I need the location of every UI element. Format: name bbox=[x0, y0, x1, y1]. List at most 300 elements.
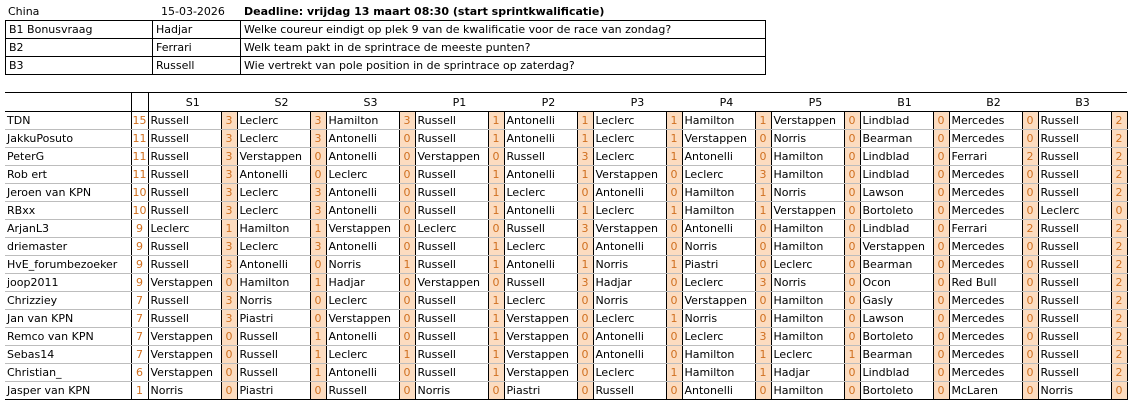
pick-score: 1 bbox=[488, 238, 504, 256]
pick-cell: Leclerc bbox=[593, 148, 666, 166]
column-header-p2: P2 bbox=[504, 93, 593, 112]
pick-cell: Verstappen bbox=[237, 148, 310, 166]
pick-cell: Norris bbox=[771, 130, 844, 148]
pick-cell: Leclerc bbox=[771, 256, 844, 274]
pick-cell: Antonelli bbox=[504, 256, 577, 274]
pick-cell: Antonelli bbox=[504, 202, 577, 220]
pick-score: 0 bbox=[1022, 310, 1038, 328]
pick-score: 2 bbox=[1111, 184, 1127, 202]
pick-score: 0 bbox=[399, 220, 415, 238]
pick-cell: Russell bbox=[1038, 292, 1111, 310]
pick-score: 1 bbox=[666, 148, 682, 166]
pick-cell: Hamilton bbox=[237, 220, 310, 238]
pick-score: 3 bbox=[221, 238, 237, 256]
pick-cell: Piastri bbox=[237, 310, 310, 328]
column-header-s3: S3 bbox=[326, 93, 415, 112]
pick-score: 0 bbox=[1022, 382, 1038, 400]
column-header-b2: B2 bbox=[949, 93, 1038, 112]
pick-cell: Lindblad bbox=[860, 220, 933, 238]
participant-name: Sebas14 bbox=[5, 346, 131, 364]
pick-cell: Mercedes bbox=[949, 328, 1022, 346]
participant-name: driemaster bbox=[5, 238, 131, 256]
pick-score: 0 bbox=[221, 274, 237, 292]
pick-cell: Antonelli bbox=[593, 238, 666, 256]
pick-cell: Russell bbox=[415, 346, 488, 364]
pick-cell: Bortoleto bbox=[860, 328, 933, 346]
pick-cell: Antonelli bbox=[326, 130, 399, 148]
pick-score: 0 bbox=[933, 112, 949, 130]
pick-cell: Russell bbox=[237, 328, 310, 346]
pick-score: 3 bbox=[399, 112, 415, 130]
pick-score: 0 bbox=[577, 310, 593, 328]
pick-score: 0 bbox=[933, 202, 949, 220]
pick-score: 0 bbox=[1022, 184, 1038, 202]
pick-score: 0 bbox=[755, 256, 771, 274]
pick-score: 2 bbox=[1111, 310, 1127, 328]
table-row bbox=[5, 220, 1127, 238]
name-column-header bbox=[5, 93, 131, 112]
pick-score: 1 bbox=[666, 202, 682, 220]
pick-cell: Hamilton bbox=[682, 202, 755, 220]
table-row bbox=[5, 148, 1127, 166]
pick-cell: Leclerc bbox=[237, 112, 310, 130]
pick-cell: Russell bbox=[148, 184, 221, 202]
pick-cell: Leclerc bbox=[504, 238, 577, 256]
pick-cell: Ferrari bbox=[949, 220, 1022, 238]
participant-name: joop2011 bbox=[5, 274, 131, 292]
pick-cell: Russell bbox=[1038, 256, 1111, 274]
total-score: 1 bbox=[131, 382, 148, 400]
pick-score: 1 bbox=[666, 256, 682, 274]
pick-score: 0 bbox=[844, 130, 860, 148]
pick-score: 3 bbox=[577, 220, 593, 238]
pick-cell: Antonelli bbox=[326, 328, 399, 346]
pick-cell: Norris bbox=[593, 256, 666, 274]
pick-cell: Norris bbox=[326, 256, 399, 274]
pick-cell: Leclerc bbox=[1038, 202, 1111, 220]
pick-score: 1 bbox=[399, 256, 415, 274]
pick-cell: Leclerc bbox=[237, 202, 310, 220]
pick-cell: Leclerc bbox=[593, 202, 666, 220]
pick-cell: Hamilton bbox=[682, 184, 755, 202]
pick-score: 0 bbox=[844, 202, 860, 220]
pick-score: 1 bbox=[844, 346, 860, 364]
pick-score: 0 bbox=[755, 130, 771, 148]
total-score: 7 bbox=[131, 328, 148, 346]
pick-score: 0 bbox=[666, 274, 682, 292]
pick-cell: Russell bbox=[415, 292, 488, 310]
pick-score: 1 bbox=[221, 220, 237, 238]
total-score: 7 bbox=[131, 346, 148, 364]
pick-score: 0 bbox=[933, 130, 949, 148]
pick-score: 0 bbox=[488, 382, 504, 400]
total-column-header bbox=[131, 93, 148, 112]
pick-score: 0 bbox=[844, 292, 860, 310]
pick-score: 0 bbox=[755, 310, 771, 328]
pick-score: 0 bbox=[755, 382, 771, 400]
pick-score: 0 bbox=[310, 256, 326, 274]
pick-score: 0 bbox=[399, 274, 415, 292]
pick-cell: Leclerc bbox=[237, 184, 310, 202]
pick-cell: Lindblad bbox=[860, 112, 933, 130]
pick-score: 3 bbox=[221, 148, 237, 166]
pick-score: 0 bbox=[221, 328, 237, 346]
pick-cell: Russell bbox=[415, 202, 488, 220]
pick-score: 2 bbox=[1111, 292, 1127, 310]
bonus-code: B1 Bonusvraag bbox=[6, 21, 153, 39]
pick-score: 0 bbox=[666, 184, 682, 202]
pick-score: 0 bbox=[844, 148, 860, 166]
pick-score: 2 bbox=[1111, 220, 1127, 238]
pick-score: 3 bbox=[221, 256, 237, 274]
pick-cell: Norris bbox=[237, 292, 310, 310]
pick-cell: Verstappen bbox=[682, 292, 755, 310]
pick-score: 0 bbox=[666, 166, 682, 184]
table-row bbox=[5, 274, 1127, 292]
total-score: 9 bbox=[131, 238, 148, 256]
pick-cell: Antonelli bbox=[237, 256, 310, 274]
pick-cell: Mercedes bbox=[949, 346, 1022, 364]
pick-cell: Norris bbox=[771, 274, 844, 292]
pick-score: 3 bbox=[755, 328, 771, 346]
participant-name: Chrizziey bbox=[5, 292, 131, 310]
pick-cell: Hamilton bbox=[771, 238, 844, 256]
pick-cell: McLaren bbox=[949, 382, 1022, 400]
pick-cell: Verstappen bbox=[504, 364, 577, 382]
pick-cell: Antonelli bbox=[682, 148, 755, 166]
pick-cell: Russell bbox=[415, 328, 488, 346]
pick-score: 2 bbox=[1111, 238, 1127, 256]
pick-score: 0 bbox=[933, 274, 949, 292]
pick-cell: Hamilton bbox=[682, 112, 755, 130]
pick-cell: Russell bbox=[415, 256, 488, 274]
pick-cell: Leclerc bbox=[682, 166, 755, 184]
pick-cell: Antonelli bbox=[593, 328, 666, 346]
pick-score: 0 bbox=[310, 382, 326, 400]
pick-score: 1 bbox=[488, 346, 504, 364]
pick-score: 0 bbox=[844, 184, 860, 202]
pick-cell: Mercedes bbox=[949, 184, 1022, 202]
pick-cell: Verstappen bbox=[504, 310, 577, 328]
pick-cell: Hamilton bbox=[771, 382, 844, 400]
pick-cell: Antonelli bbox=[682, 382, 755, 400]
pick-score: 1 bbox=[488, 292, 504, 310]
pick-score: 2 bbox=[1022, 148, 1038, 166]
pick-cell: Antonelli bbox=[593, 346, 666, 364]
pick-score: 0 bbox=[399, 382, 415, 400]
column-header-p5: P5 bbox=[771, 93, 860, 112]
pick-score: 0 bbox=[1022, 130, 1038, 148]
pick-cell: Lawson bbox=[860, 184, 933, 202]
pick-score: 0 bbox=[933, 364, 949, 382]
bonus-player: Russell bbox=[153, 57, 241, 75]
pick-cell: Verstappen bbox=[326, 220, 399, 238]
pick-score: 0 bbox=[933, 220, 949, 238]
pick-cell: Bortoleto bbox=[860, 202, 933, 220]
pick-cell: Russell bbox=[326, 382, 399, 400]
pick-cell: Russell bbox=[1038, 148, 1111, 166]
pick-score: 0 bbox=[488, 148, 504, 166]
pick-score: 1 bbox=[488, 112, 504, 130]
pick-score: 0 bbox=[666, 292, 682, 310]
pick-score: 0 bbox=[933, 292, 949, 310]
location-label: China bbox=[8, 5, 40, 18]
pick-cell: Russell bbox=[415, 310, 488, 328]
participant-name: Remco van KPN bbox=[5, 328, 131, 346]
pick-cell: Norris bbox=[415, 382, 488, 400]
pick-cell: Antonelli bbox=[326, 202, 399, 220]
column-header-s1: S1 bbox=[148, 93, 237, 112]
pick-cell: Russell bbox=[148, 310, 221, 328]
pick-cell: Verstappen bbox=[860, 238, 933, 256]
pick-cell: Russell bbox=[415, 112, 488, 130]
pick-score: 0 bbox=[488, 274, 504, 292]
pick-cell: Russell bbox=[415, 238, 488, 256]
pick-score: 0 bbox=[577, 364, 593, 382]
pick-cell: Verstappen bbox=[504, 346, 577, 364]
total-score: 10 bbox=[131, 202, 148, 220]
pick-cell: Norris bbox=[771, 184, 844, 202]
pick-cell: Russell bbox=[148, 166, 221, 184]
pick-score: 0 bbox=[844, 220, 860, 238]
pick-score: 3 bbox=[755, 274, 771, 292]
pick-score: 0 bbox=[844, 256, 860, 274]
pick-score: 0 bbox=[488, 220, 504, 238]
pick-cell: Leclerc bbox=[415, 220, 488, 238]
pick-cell: Antonelli bbox=[326, 238, 399, 256]
standings-table bbox=[5, 92, 1128, 400]
pick-score: 1 bbox=[577, 166, 593, 184]
pick-score: 1 bbox=[577, 202, 593, 220]
pick-cell: Verstappen bbox=[771, 112, 844, 130]
pick-cell: Russell bbox=[415, 130, 488, 148]
pick-cell: Russell bbox=[504, 148, 577, 166]
pick-cell: Russell bbox=[1038, 130, 1111, 148]
pick-cell: Leclerc bbox=[682, 328, 755, 346]
participant-name: Jeroen van KPN bbox=[5, 184, 131, 202]
pick-cell: Lawson bbox=[860, 310, 933, 328]
total-score: 11 bbox=[131, 148, 148, 166]
pick-cell: Mercedes bbox=[949, 256, 1022, 274]
participant-name: TDN bbox=[5, 112, 131, 130]
pick-score: 1 bbox=[488, 328, 504, 346]
pick-cell: Hamilton bbox=[326, 112, 399, 130]
pick-score: 0 bbox=[399, 238, 415, 256]
pick-cell: Russell bbox=[148, 130, 221, 148]
pick-score: 3 bbox=[310, 184, 326, 202]
pick-cell: Hamilton bbox=[771, 328, 844, 346]
pick-cell: Bearman bbox=[860, 130, 933, 148]
pick-score: 3 bbox=[310, 238, 326, 256]
pick-cell: Hamilton bbox=[771, 220, 844, 238]
pick-cell: Russell bbox=[415, 166, 488, 184]
pick-cell: Russell bbox=[504, 220, 577, 238]
pick-score: 0 bbox=[399, 292, 415, 310]
pick-cell: Russell bbox=[1038, 166, 1111, 184]
pick-cell: Russell bbox=[1038, 112, 1111, 130]
table-row bbox=[5, 130, 1127, 148]
pick-cell: Antonelli bbox=[237, 166, 310, 184]
pick-score: 1 bbox=[666, 310, 682, 328]
pick-score: 1 bbox=[488, 130, 504, 148]
pick-score: 0 bbox=[577, 292, 593, 310]
pick-cell: Ocon bbox=[860, 274, 933, 292]
table-row bbox=[5, 184, 1127, 202]
pick-score: 0 bbox=[666, 382, 682, 400]
column-header-p3: P3 bbox=[593, 93, 682, 112]
pick-score: 1 bbox=[666, 130, 682, 148]
pick-score: 2 bbox=[1111, 328, 1127, 346]
table-row bbox=[5, 382, 1127, 400]
pick-score: 0 bbox=[933, 148, 949, 166]
pick-cell: Mercedes bbox=[949, 166, 1022, 184]
pick-score: 3 bbox=[221, 112, 237, 130]
pick-score: 0 bbox=[844, 310, 860, 328]
pick-cell: Russell bbox=[148, 148, 221, 166]
pick-score: 0 bbox=[933, 328, 949, 346]
pick-cell: Russell bbox=[148, 256, 221, 274]
pick-score: 0 bbox=[666, 328, 682, 346]
pick-cell: Hadjar bbox=[326, 274, 399, 292]
pick-score: 3 bbox=[755, 166, 771, 184]
pick-score: 0 bbox=[1022, 166, 1038, 184]
pick-score: 0 bbox=[755, 238, 771, 256]
pick-score: 0 bbox=[399, 184, 415, 202]
pick-cell: Russell bbox=[415, 364, 488, 382]
pick-score: 2 bbox=[1111, 112, 1127, 130]
total-score: 11 bbox=[131, 130, 148, 148]
pick-score: 1 bbox=[755, 184, 771, 202]
bonus-code: B2 bbox=[6, 39, 153, 57]
pick-score: 0 bbox=[666, 238, 682, 256]
pick-cell: Verstappen bbox=[593, 220, 666, 238]
pick-cell: Hadjar bbox=[771, 364, 844, 382]
pick-cell: Bearman bbox=[860, 256, 933, 274]
participant-name: PeterG bbox=[5, 148, 131, 166]
pick-cell: Russell bbox=[1038, 328, 1111, 346]
pick-cell: Hamilton bbox=[771, 310, 844, 328]
total-score: 11 bbox=[131, 166, 148, 184]
pick-cell: Russell bbox=[1038, 346, 1111, 364]
pick-cell: Antonelli bbox=[682, 220, 755, 238]
pick-score: 0 bbox=[1022, 238, 1038, 256]
pick-score: 0 bbox=[755, 292, 771, 310]
pick-cell: Mercedes bbox=[949, 364, 1022, 382]
pick-score: 2 bbox=[1111, 274, 1127, 292]
pick-score: 0 bbox=[221, 382, 237, 400]
pick-score: 0 bbox=[844, 328, 860, 346]
pick-score: 0 bbox=[310, 310, 326, 328]
pick-cell: Hamilton bbox=[771, 166, 844, 184]
pick-cell: Mercedes bbox=[949, 202, 1022, 220]
pick-score: 3 bbox=[577, 148, 593, 166]
pick-cell: Piastri bbox=[504, 382, 577, 400]
pick-cell: Antonelli bbox=[593, 184, 666, 202]
column-header-p4: P4 bbox=[682, 93, 771, 112]
pick-cell: Verstappen bbox=[148, 364, 221, 382]
column-header-b1: B1 bbox=[860, 93, 949, 112]
pick-score: 1 bbox=[488, 256, 504, 274]
pick-score: 0 bbox=[1022, 202, 1038, 220]
pick-score: 1 bbox=[310, 220, 326, 238]
pick-cell: Piastri bbox=[682, 256, 755, 274]
pick-score: 2 bbox=[1111, 346, 1127, 364]
pick-cell: Mercedes bbox=[949, 130, 1022, 148]
pick-cell: Russell bbox=[148, 202, 221, 220]
pick-cell: Russell bbox=[237, 364, 310, 382]
pick-score: 1 bbox=[755, 346, 771, 364]
pick-cell: Lindblad bbox=[860, 364, 933, 382]
pick-score: 0 bbox=[844, 166, 860, 184]
table-row bbox=[5, 328, 1127, 346]
pick-score: 1 bbox=[755, 112, 771, 130]
pick-cell: Mercedes bbox=[949, 310, 1022, 328]
bonus-questions-table bbox=[5, 20, 766, 75]
total-score: 6 bbox=[131, 364, 148, 382]
pick-score: 1 bbox=[310, 364, 326, 382]
pick-score: 0 bbox=[399, 310, 415, 328]
pick-score: 0 bbox=[1022, 346, 1038, 364]
pick-score: 2 bbox=[1111, 364, 1127, 382]
pick-score: 2 bbox=[1111, 148, 1127, 166]
table-row bbox=[5, 346, 1127, 364]
pick-score: 0 bbox=[577, 184, 593, 202]
table-row bbox=[5, 256, 1127, 274]
pick-cell: Bearman bbox=[860, 346, 933, 364]
bonus-question: Welke coureur eindigt op plek 9 van de kwalificatie voor de race van zondag? bbox=[241, 21, 766, 39]
pick-cell: Antonelli bbox=[504, 166, 577, 184]
pick-score: 0 bbox=[933, 238, 949, 256]
pick-cell: Mercedes bbox=[949, 292, 1022, 310]
pick-score: 3 bbox=[221, 184, 237, 202]
pick-cell: Leclerc bbox=[593, 112, 666, 130]
bonus-player: Hadjar bbox=[153, 21, 241, 39]
pick-cell: Leclerc bbox=[771, 346, 844, 364]
bonus-question: Wie vertrekt van pole position in de sprintrace op zaterdag? bbox=[241, 57, 766, 75]
pick-cell: Lindblad bbox=[860, 166, 933, 184]
pick-score: 0 bbox=[310, 166, 326, 184]
bonus-question: Welk team pakt in de sprintrace de meeste punten? bbox=[241, 39, 766, 57]
pick-score: 1 bbox=[310, 346, 326, 364]
table-row bbox=[5, 166, 1127, 184]
table-row bbox=[5, 202, 1127, 220]
pick-cell: Leclerc bbox=[682, 274, 755, 292]
pick-cell: Lindblad bbox=[860, 148, 933, 166]
pick-score: 0 bbox=[755, 148, 771, 166]
pick-score: 0 bbox=[1022, 112, 1038, 130]
pick-cell: Verstappen bbox=[682, 130, 755, 148]
pick-cell: Hamilton bbox=[771, 292, 844, 310]
pick-cell: Russell bbox=[1038, 220, 1111, 238]
pick-cell: Ferrari bbox=[949, 148, 1022, 166]
pick-score: 0 bbox=[399, 364, 415, 382]
date-label: 15-03-2026 bbox=[161, 5, 225, 18]
pick-score: 0 bbox=[1022, 256, 1038, 274]
pick-cell: Russell bbox=[504, 274, 577, 292]
pick-cell: Leclerc bbox=[237, 130, 310, 148]
pick-score: 1 bbox=[755, 364, 771, 382]
pick-score: 1 bbox=[488, 184, 504, 202]
pick-score: 0 bbox=[933, 346, 949, 364]
pick-score: 0 bbox=[844, 112, 860, 130]
pick-score: 1 bbox=[488, 202, 504, 220]
pick-cell: Verstappen bbox=[148, 328, 221, 346]
pick-cell: Norris bbox=[682, 238, 755, 256]
pick-cell: Leclerc bbox=[326, 166, 399, 184]
pick-score: 3 bbox=[221, 166, 237, 184]
pick-cell: Norris bbox=[682, 310, 755, 328]
pick-score: 3 bbox=[310, 112, 326, 130]
